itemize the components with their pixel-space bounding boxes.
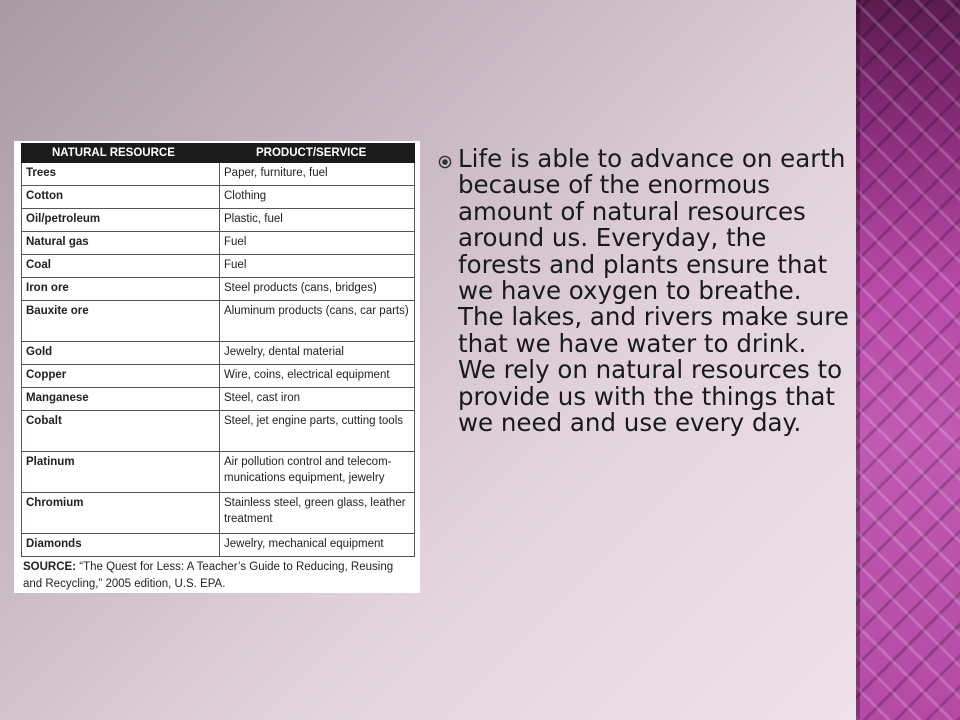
- resource-cell: Oil/petroleum: [22, 209, 220, 232]
- resource-cell: Gold: [22, 342, 220, 365]
- circled-bullet-icon: [438, 155, 458, 174]
- resource-cell: Trees: [22, 163, 220, 186]
- resource-table: [21, 143, 415, 557]
- table-header-row: [22, 144, 415, 163]
- resource-cell: Natural gas: [22, 232, 220, 255]
- resource-cell: Manganese: [22, 388, 220, 411]
- product-cell: Wire, coins, electrical equipment: [220, 365, 415, 388]
- table-row: [22, 163, 415, 186]
- bullet-text: Life is able to advance on earth because of the enormous amount of natural resources around us. Everyday, the forests and plants ensure that we have oxygen to breathe. The lakes, and rivers make sure that we have water to drink. We rely on natural resources to provide us with the things that we need and use every day.: [458, 144, 849, 438]
- table-row: [22, 534, 415, 557]
- product-cell: Fuel: [220, 255, 415, 278]
- product-cell: Paper, furniture, fuel: [220, 163, 415, 186]
- table-row: [22, 209, 415, 232]
- product-cell: Steel products (cans, bridges): [220, 278, 415, 301]
- column-header: NATURAL RESOURCE: [22, 144, 220, 163]
- source-citation: “The Quest for Less: A Teacher’s Guide to Reducing, Reusing and Recycling,” 2005 edition, U.S. EPA.: [23, 561, 394, 590]
- product-cell: Plastic, fuel: [220, 209, 415, 232]
- resource-table-figure: [14, 141, 420, 593]
- product-cell: Air pollution control and telecom-munications equipment, jewelry: [220, 452, 415, 493]
- table-row: [22, 301, 415, 342]
- resource-cell: Iron ore: [22, 278, 220, 301]
- resource-cell: Diamonds: [22, 534, 220, 557]
- product-cell: Steel, cast iron: [220, 388, 415, 411]
- table-row: [22, 342, 415, 365]
- source-label: SOURCE:: [23, 561, 77, 573]
- table-row: [22, 411, 415, 452]
- resource-cell: Cotton: [22, 186, 220, 209]
- product-cell: Aluminum products (cans, car parts): [220, 301, 415, 342]
- resource-cell: Chromium: [22, 493, 220, 534]
- table-source-note: [21, 559, 414, 593]
- column-header: PRODUCT/SERVICE: [220, 144, 415, 163]
- resource-cell: Cobalt: [22, 411, 220, 452]
- bullet-point: [438, 146, 850, 436]
- table-row: [22, 255, 415, 278]
- table-row: [22, 278, 415, 301]
- resource-cell: Copper: [22, 365, 220, 388]
- product-cell: Jewelry, mechanical equipment: [220, 534, 415, 557]
- product-cell: Jewelry, dental material: [220, 342, 415, 365]
- table-row: [22, 365, 415, 388]
- table-row: [22, 452, 415, 493]
- resource-cell: Bauxite ore: [22, 301, 220, 342]
- resource-cell: Coal: [22, 255, 220, 278]
- table-row: [22, 186, 415, 209]
- table-row: [22, 388, 415, 411]
- product-cell: Clothing: [220, 186, 415, 209]
- table-row: [22, 232, 415, 255]
- resource-cell: Platinum: [22, 452, 220, 493]
- product-cell: Fuel: [220, 232, 415, 255]
- decorative-side-band: [856, 0, 960, 720]
- product-cell: Stainless steel, green glass, leather treatment: [220, 493, 415, 534]
- table-row: [22, 493, 415, 534]
- product-cell: Steel, jet engine parts, cutting tools: [220, 411, 415, 452]
